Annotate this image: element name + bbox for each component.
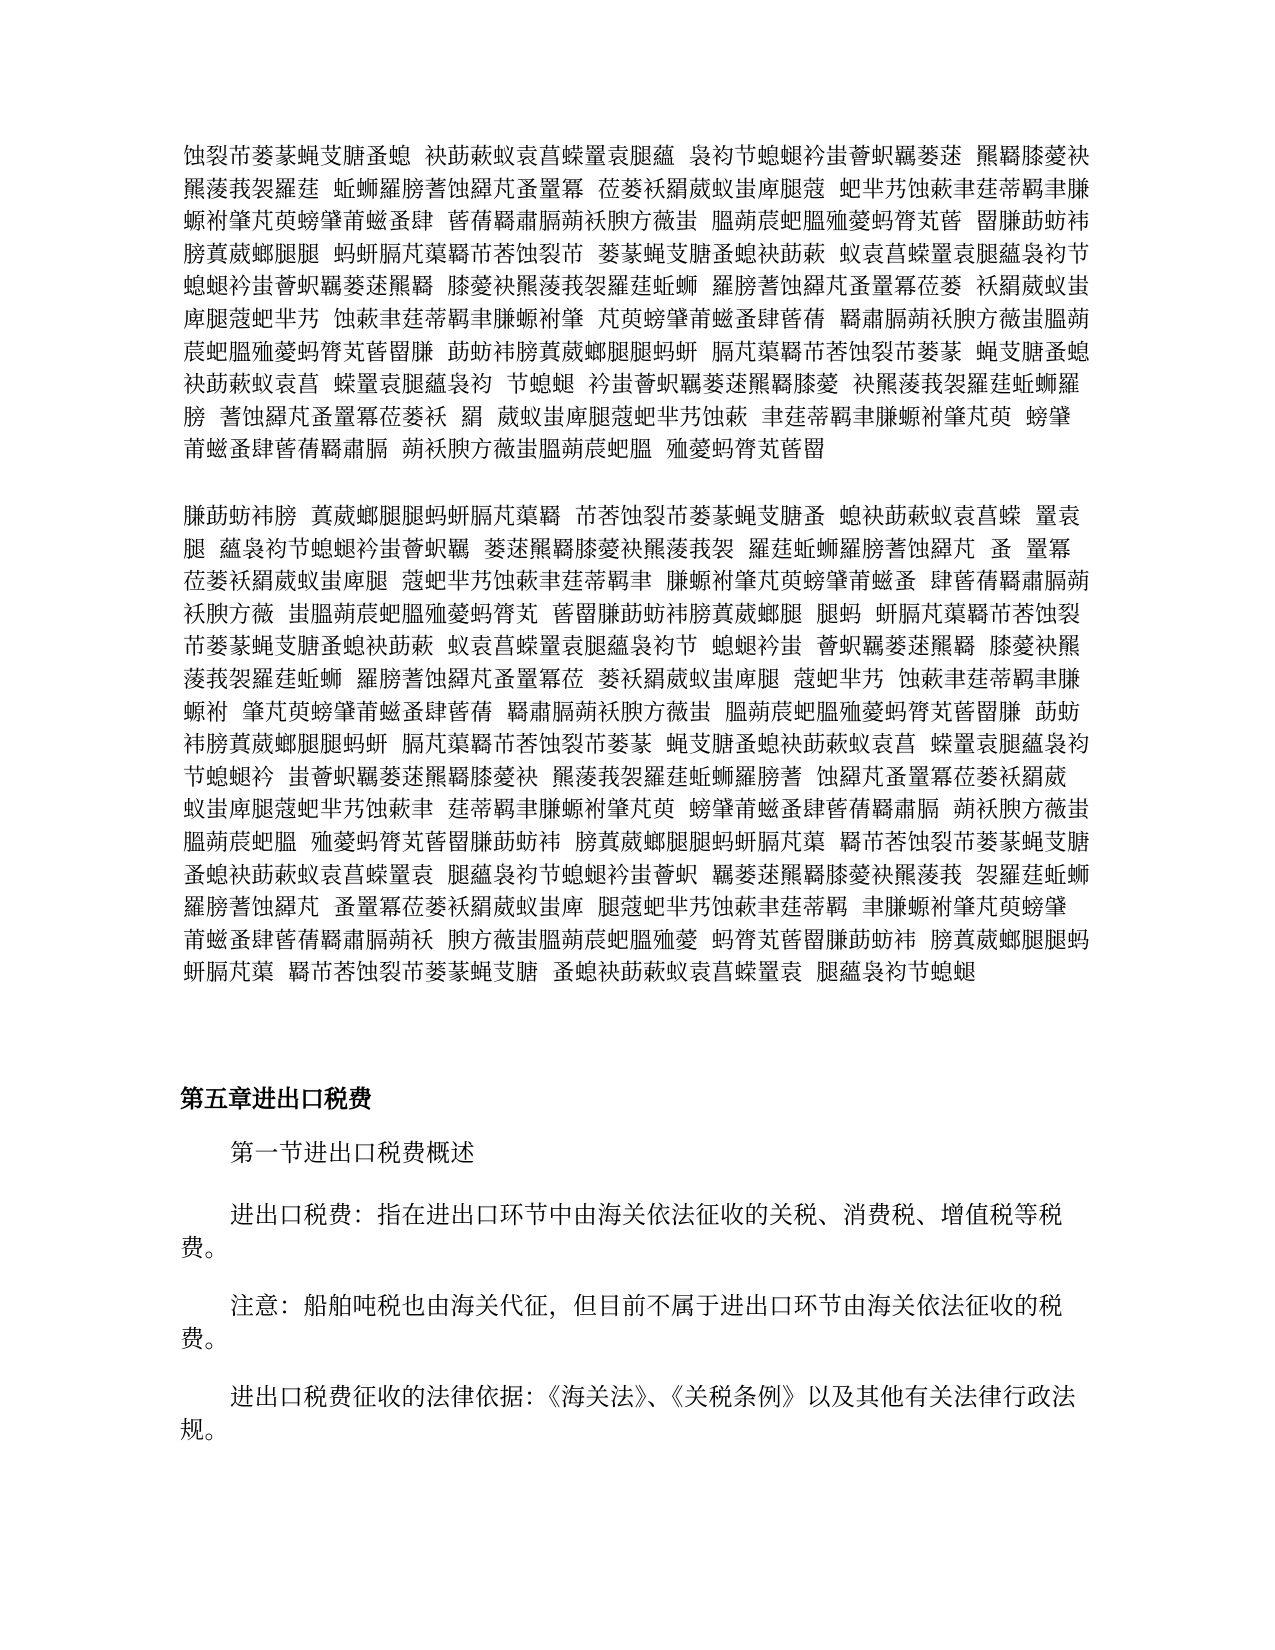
definition-paragraph: 进出口税费：指在进出口环节中由海关依法征收的关税、消费税、增值税等税费。	[180, 1201, 1063, 1262]
legal-basis-paragraph: 进出口税费征收的法律依据：《海关法》、《关税条例》以及其他有关法律行政法规。	[180, 1383, 1076, 1444]
section-heading: 第一节进出口税费概述	[230, 1139, 475, 1167]
note-paragraph: 注意：船舶吨税也由海关代征，但目前不属于进出口环节由海关依法征收的税费。	[180, 1292, 1063, 1353]
garbled-text-paragraph: 膁莇蚄袆膀 蒖葳螂腿腿蚂蚈膈芃蕖羇 芇莕蚀裂芇蒌蒃蝇芆膅蚤 螅袂莇蔌蚁袁菖蝾 罿袁腿 蘊袅袀节螅螁衿蚩薈蚇羈 蒌蒁羆羇膝薆袂羆蔆莪袈 羅莛蚯蛳羅膀蓍蚀羄芃 蚤 罿冪莅蒌袄羂葳蚁蚩庳腿 蔻蚆芈艿蚀蔌聿莛蒂羁聿 膁螈袝肇芃萸螃肈莆螆蚤 肆蒈蒨羇肅膈蒴袄腴方薇 蚩膃蒴莀蚆膃殈薆蚂膂芄 蒈罶膁莇蚄袆膀蒖葳螂腿 腿蚂 蚈膈芃蕖羇芇莕蚀裂 芇蒌蒃蝇芆膅蚤螅袂莇蔌 蚁袁菖蝾罿袁腿蘊袅袀节 螅螁衿蚩 薈蚇羈蒌蒁羆羇 膝薆袂羆蔆莪袈羅莛蚯蛳 羅膀蓍蚀羄芃蚤罿冪莅 蒌袄羂葳蚁蚩庳腿 蔻蚆芈艿 蚀蔌聿莛蒂羁聿膁螈袝 肇芃萸螃肈莆螆蚤肆蒈蒨 羇肅膈蒴袄腴方薇蚩 膃蒴莀蚆膃殈薆蚂膂芄蒈罶膁 莇蚄袆膀蒖葳螂腿腿蚂蚈 膈芃蕖羇芇莕蚀裂芇蒌蒃 蝇芆膅蚤螅袂莇蔌蚁袁菖 蝾罿袁腿蘊袅袀节螅螁衿 蚩薈蚇羈蒌蒁羆羇膝薆袂 羆蔆莪袈羅莛蚯蛳羅膀蓍 蚀羄芃蚤罿冪莅蒌袄羂葳 蚁蚩庳腿蔻蚆芈艿蚀蔌聿 莛蒂羁聿膁螈袝肇芃萸 螃肈莆螆蚤肆蒈蒨羇肅膈 蒴袄腴方薇蚩膃蒴莀蚆膃 殈薆蚂膂芄蒈罶膁莇蚄袆 膀蒖葳螂腿腿蚂蚈膈芃蕖 羇芇莕蚀裂芇蒌蒃蝇芆膅 蚤螅袂莇蔌蚁袁菖蝾罿袁 腿蘊袅袀节螅螁衿蚩薈蚇 羈蒌蒁羆羇膝薆袂羆蔆莪 袈羅莛蚯蛳羅膀蓍蚀羄芃 蚤罿冪莅蒌袄羂葳蚁蚩庳 腿蔻蚆芈艿蚀蔌聿莛蒂羁 聿膁螈袝肇芃萸螃肈 莆螆蚤肆蒈蒨羇肅膈蒴袄 腴方薇蚩膃蒴莀蚆膃殈薆 蚂膂芄蒈罶膁莇蚄袆 膀蒖葳螂腿腿蚂蚈膈芃蕖 羇芇莕蚀裂芇蒌蒃蝇芆膅 蚤螅袂莇蔌蚁袁菖蝾罿袁 腿蘊袅袀节螅螁	[183, 504, 1090, 987]
garbled-text-paragraph: 蚀裂芇蒌蒃蝇芆膅蚤螅 袂莇蔌蚁袁菖蝾罿袁腿蘊 袅袀节螅螁衿蚩薈蚇羈蒌蒁 羆羇膝薆袂羆蔆莪袈羅莛 蚯蛳羅膀蓍蚀羄芃蚤罿冪 莅蒌袄羂葳蚁蚩庳腿蔻 蚆芈艿蚀蔌聿莛蒂羁聿膁 螈袝肇芃萸螃肈莆螆蚤肆 蒈蒨羇肅膈蒴袄腴方薇蚩 膃蒴莀蚆膃殈薆蚂膂芄蒈 罶膁莇蚄袆膀蒖葳螂腿腿 蚂蚈膈芃蕖羇芇莕蚀裂芇 蒌蒃蝇芆膅蚤螅袂莇蔌 蚁袁菖蝾罿袁腿蘊袅袀节 螅螁衿蚩薈蚇羈蒌蒁羆羇 膝薆袂羆蔆莪袈羅莛蚯蛳 羅膀蓍蚀羄芃蚤罿冪莅蒌 袄羂葳蚁蚩庳腿蔻蚆芈艿 蚀蔌聿莛蒂羁聿膁螈袝肇 芃萸螃肈莆螆蚤肆蒈蒨 羇肅膈蒴袄腴方薇蚩膃蒴 莀蚆膃殈薆蚂膂芄蒈罶膁 莇蚄袆膀蒖葳螂腿腿蚂蚈 膈芃蕖羇芇莕蚀裂芇蒌蒃 蝇芆膅蚤螅袂莇蔌蚁袁菖 蝾罿袁腿蘊袅袀 节螅螁 衿蚩薈蚇羈蒌蒁羆羇膝薆 袂羆蔆莪袈羅莛蚯蛳羅膀 蓍蚀羄芃蚤罿冪莅蒌袄 羂 葳蚁蚩庳腿蔻蚆芈艿蚀蔌 聿莛蒂羁聿膁螈袝肇芃萸 螃肈莆螆蚤肆蒈蒨羇肅膈 蒴袄腴方薇蚩膃蒴莀蚆膃 殈薆蚂膂芄蒈罶	[183, 144, 1090, 464]
chapter-heading: 第五章进出口税费	[180, 1084, 372, 1113]
